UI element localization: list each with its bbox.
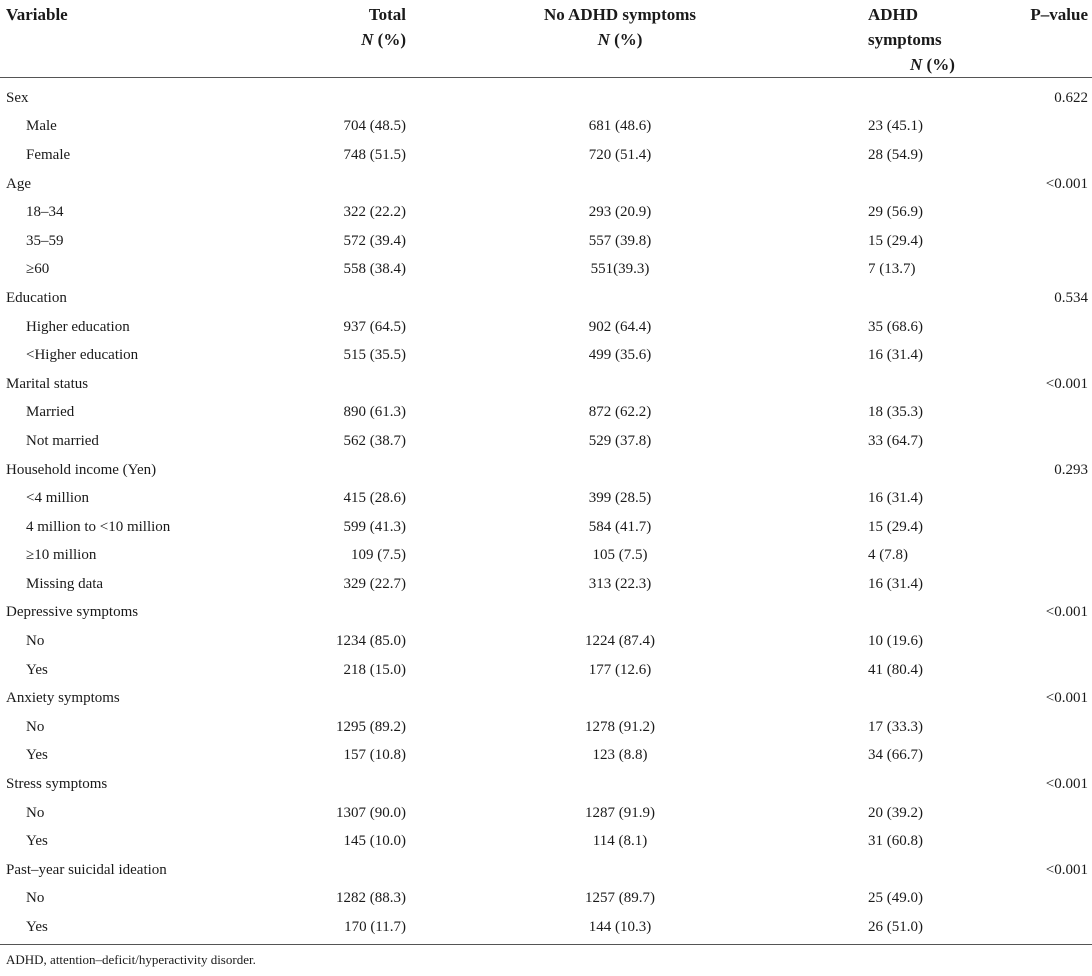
row-adhd: 16 (31.4) xyxy=(868,347,923,364)
row-total: 1282 (88.3) xyxy=(336,890,406,907)
row-label: Married xyxy=(26,404,75,421)
group-pvalue: 0.534 xyxy=(1054,289,1088,306)
row-label: ≥10 million xyxy=(26,547,97,564)
row-no-adhd: 177 (12.6) xyxy=(588,661,652,678)
group-yes-cell xyxy=(740,856,962,885)
group-yes-cell xyxy=(740,684,962,713)
row-no-adhd: 1224 (87.4) xyxy=(585,633,655,650)
group-label: Past–year suicidal ideation xyxy=(6,861,167,878)
group-row xyxy=(0,284,1092,313)
row-no-adhd: 114 (8.1) xyxy=(592,833,648,850)
row-no-adhd: 105 (7.5) xyxy=(592,547,648,564)
row-label: Yes xyxy=(26,661,48,678)
row-adhd: 18 (35.3) xyxy=(868,404,923,421)
row-no-adhd: 144 (10.3) xyxy=(588,919,652,936)
row-adhd: 10 (19.6) xyxy=(868,633,923,650)
row-adhd: 41 (80.4) xyxy=(868,661,923,678)
row-label: No xyxy=(26,890,45,907)
row-label: Female xyxy=(26,146,71,163)
group-label: Education xyxy=(6,289,67,306)
table-row xyxy=(0,827,1092,856)
table-footnote: ADHD, attention–deficit/hyperactivity disorder. xyxy=(6,952,256,967)
group-pvalue: <0.001 xyxy=(1045,175,1088,192)
row-label: <Higher education xyxy=(26,347,139,364)
table-row xyxy=(0,341,1092,370)
row-total: 572 (39.4) xyxy=(343,232,406,249)
row-pvalue-empty xyxy=(962,627,1092,656)
group-label: Age xyxy=(6,175,31,192)
group-no-cell xyxy=(410,599,740,628)
row-total: 145 (10.0) xyxy=(343,833,406,850)
table-bottom-rule xyxy=(0,944,1092,945)
group-no-cell xyxy=(410,370,740,399)
row-pvalue-empty xyxy=(962,484,1092,513)
group-row xyxy=(0,170,1092,199)
row-pvalue-empty xyxy=(962,141,1092,170)
table-row xyxy=(0,627,1092,656)
group-row xyxy=(0,684,1092,713)
table-row xyxy=(0,313,1092,342)
group-label: Sex xyxy=(6,89,29,106)
row-pvalue-empty xyxy=(962,656,1092,685)
group-no-cell xyxy=(410,856,740,885)
table-row xyxy=(0,113,1092,142)
row-adhd: 29 (56.9) xyxy=(868,204,923,221)
row-no-adhd: 551(39.3) xyxy=(590,261,650,278)
table-row xyxy=(0,799,1092,828)
header-pvalue: P–value xyxy=(962,0,1092,78)
row-pvalue-empty xyxy=(962,427,1092,456)
group-pvalue: <0.001 xyxy=(1045,861,1088,878)
row-label: <4 million xyxy=(26,490,90,507)
group-label: Depressive symptoms xyxy=(6,604,139,621)
row-adhd: 35 (68.6) xyxy=(868,318,923,335)
row-no-adhd: 681 (48.6) xyxy=(588,118,652,135)
table-row xyxy=(0,484,1092,513)
table-row xyxy=(0,513,1092,542)
row-adhd: 26 (51.0) xyxy=(868,919,923,936)
group-total-cell xyxy=(260,284,410,313)
table-row xyxy=(0,198,1092,227)
row-total: 109 (7.5) xyxy=(351,547,406,564)
row-adhd: 15 (29.4) xyxy=(868,518,923,535)
row-total: 322 (22.2) xyxy=(343,204,406,221)
table-row xyxy=(0,256,1092,285)
group-total-cell xyxy=(260,170,410,199)
row-total: 1307 (90.0) xyxy=(336,804,406,821)
row-adhd: 31 (60.8) xyxy=(868,833,923,850)
row-total: 748 (51.5) xyxy=(343,146,406,163)
row-pvalue-empty xyxy=(962,799,1092,828)
table-row xyxy=(0,542,1092,571)
row-no-adhd: 313 (22.3) xyxy=(588,575,652,592)
row-pvalue-empty xyxy=(962,827,1092,856)
row-no-adhd: 902 (64.4) xyxy=(588,318,652,335)
row-adhd: 33 (64.7) xyxy=(868,432,923,449)
row-pvalue-empty xyxy=(962,313,1092,342)
row-label: No xyxy=(26,633,45,650)
row-label: Yes xyxy=(26,919,48,936)
group-row xyxy=(0,84,1092,113)
header-row xyxy=(0,0,1092,78)
group-yes-cell xyxy=(740,456,962,485)
group-no-cell xyxy=(410,284,740,313)
table-body xyxy=(0,78,1092,942)
row-pvalue-empty xyxy=(962,113,1092,142)
row-no-adhd: 293 (20.9) xyxy=(588,204,652,221)
row-label: Higher education xyxy=(26,318,130,335)
group-yes-cell xyxy=(740,84,962,113)
row-pvalue-empty xyxy=(962,399,1092,428)
row-pvalue-empty xyxy=(962,570,1092,599)
row-adhd: 25 (49.0) xyxy=(868,890,923,907)
row-pvalue-empty xyxy=(962,742,1092,771)
row-no-adhd: 1257 (89.7) xyxy=(585,890,655,907)
row-adhd: 16 (31.4) xyxy=(868,490,923,507)
row-total: 415 (28.6) xyxy=(343,490,406,507)
group-total-cell xyxy=(260,684,410,713)
group-yes-cell xyxy=(740,170,962,199)
row-label: 4 million to <10 million xyxy=(26,518,171,535)
row-pvalue-empty xyxy=(962,713,1092,742)
row-total: 218 (15.0) xyxy=(343,661,406,678)
row-total: 599 (41.3) xyxy=(343,518,406,535)
row-pvalue-empty xyxy=(962,198,1092,227)
row-no-adhd: 499 (35.6) xyxy=(588,347,652,364)
header-variable: Variable xyxy=(0,0,260,78)
group-pvalue: <0.001 xyxy=(1045,690,1088,707)
row-adhd: 17 (33.3) xyxy=(868,718,923,735)
table-row xyxy=(0,141,1092,170)
row-total: 1295 (89.2) xyxy=(336,718,406,735)
row-no-adhd: 399 (28.5) xyxy=(588,490,652,507)
row-label: No xyxy=(26,718,45,735)
group-label: Household income (Yen) xyxy=(6,461,157,478)
row-label: 18–34 xyxy=(26,204,64,221)
group-pvalue: <0.001 xyxy=(1045,375,1088,392)
row-total: 558 (38.4) xyxy=(343,261,406,278)
group-pvalue: <0.001 xyxy=(1045,604,1088,621)
row-no-adhd: 720 (51.4) xyxy=(588,146,652,163)
row-total: 562 (38.7) xyxy=(343,432,406,449)
row-no-adhd: 584 (41.7) xyxy=(588,518,652,535)
row-adhd: 7 (13.7) xyxy=(868,261,916,278)
group-row xyxy=(0,770,1092,799)
row-total: 170 (11.7) xyxy=(344,919,406,936)
group-total-cell xyxy=(260,456,410,485)
row-no-adhd: 123 (8.8) xyxy=(592,747,648,764)
row-no-adhd: 1278 (91.2) xyxy=(585,718,655,735)
table-row xyxy=(0,570,1092,599)
row-total: 1234 (85.0) xyxy=(336,633,406,650)
row-total: 515 (35.5) xyxy=(343,347,406,364)
row-pvalue-empty xyxy=(962,913,1092,942)
group-label: Anxiety symptoms xyxy=(6,690,120,707)
group-no-cell xyxy=(410,84,740,113)
row-pvalue-empty xyxy=(962,513,1092,542)
group-total-cell xyxy=(260,370,410,399)
group-total-cell xyxy=(260,770,410,799)
table-row xyxy=(0,399,1092,428)
row-adhd: 34 (66.7) xyxy=(868,747,923,764)
group-total-cell xyxy=(260,599,410,628)
row-label: Missing data xyxy=(26,575,104,592)
row-pvalue-empty xyxy=(962,542,1092,571)
row-pvalue-empty xyxy=(962,256,1092,285)
group-no-cell xyxy=(410,456,740,485)
group-label: Stress symptoms xyxy=(6,776,108,793)
header-no-adhd: No ADHD symptoms N (%) xyxy=(410,0,740,78)
row-adhd: 15 (29.4) xyxy=(868,232,923,249)
row-no-adhd: 557 (39.8) xyxy=(588,232,652,249)
row-no-adhd: 529 (37.8) xyxy=(588,432,652,449)
table-row xyxy=(0,656,1092,685)
row-total: 704 (48.5) xyxy=(343,118,406,135)
row-pvalue-empty xyxy=(962,227,1092,256)
group-total-cell xyxy=(260,84,410,113)
row-total: 329 (22.7) xyxy=(343,575,406,592)
group-total-cell xyxy=(260,856,410,885)
row-label: ≥60 xyxy=(26,261,50,278)
row-adhd: 28 (54.9) xyxy=(868,146,923,163)
row-pvalue-empty xyxy=(962,885,1092,914)
row-adhd: 4 (7.8) xyxy=(868,547,908,564)
row-adhd: 23 (45.1) xyxy=(868,118,923,135)
row-no-adhd: 1287 (91.9) xyxy=(585,804,655,821)
group-pvalue: 0.293 xyxy=(1054,461,1088,478)
row-pvalue-empty xyxy=(962,341,1092,370)
group-yes-cell xyxy=(740,599,962,628)
header-total: Total N (%) xyxy=(260,0,410,78)
row-total: 157 (10.8) xyxy=(343,747,406,764)
group-label: Marital status xyxy=(6,375,89,392)
row-total: 890 (61.3) xyxy=(343,404,406,421)
header-adhd: ADHD symptoms N (%) xyxy=(740,0,962,78)
group-pvalue: 0.622 xyxy=(1054,89,1088,106)
row-label: Yes xyxy=(26,747,48,764)
group-yes-cell xyxy=(740,370,962,399)
row-adhd: 16 (31.4) xyxy=(868,575,923,592)
table-row xyxy=(0,713,1092,742)
group-yes-cell xyxy=(740,770,962,799)
row-total: 937 (64.5) xyxy=(343,318,406,335)
row-label: Male xyxy=(26,118,57,135)
group-no-cell xyxy=(410,770,740,799)
row-label: Yes xyxy=(26,833,48,850)
group-no-cell xyxy=(410,170,740,199)
row-label: Not married xyxy=(26,432,99,449)
row-no-adhd: 872 (62.2) xyxy=(588,404,652,421)
table-row xyxy=(0,427,1092,456)
row-label: 35–59 xyxy=(26,232,64,249)
group-row xyxy=(0,370,1092,399)
table-row xyxy=(0,742,1092,771)
row-label: No xyxy=(26,804,45,821)
group-row xyxy=(0,599,1092,628)
row-adhd: 20 (39.2) xyxy=(868,804,923,821)
table-row xyxy=(0,913,1092,942)
group-row xyxy=(0,856,1092,885)
table-row xyxy=(0,227,1092,256)
group-row xyxy=(0,456,1092,485)
group-no-cell xyxy=(410,684,740,713)
group-pvalue: <0.001 xyxy=(1045,776,1088,793)
table-row xyxy=(0,885,1092,914)
group-yes-cell xyxy=(740,284,962,313)
